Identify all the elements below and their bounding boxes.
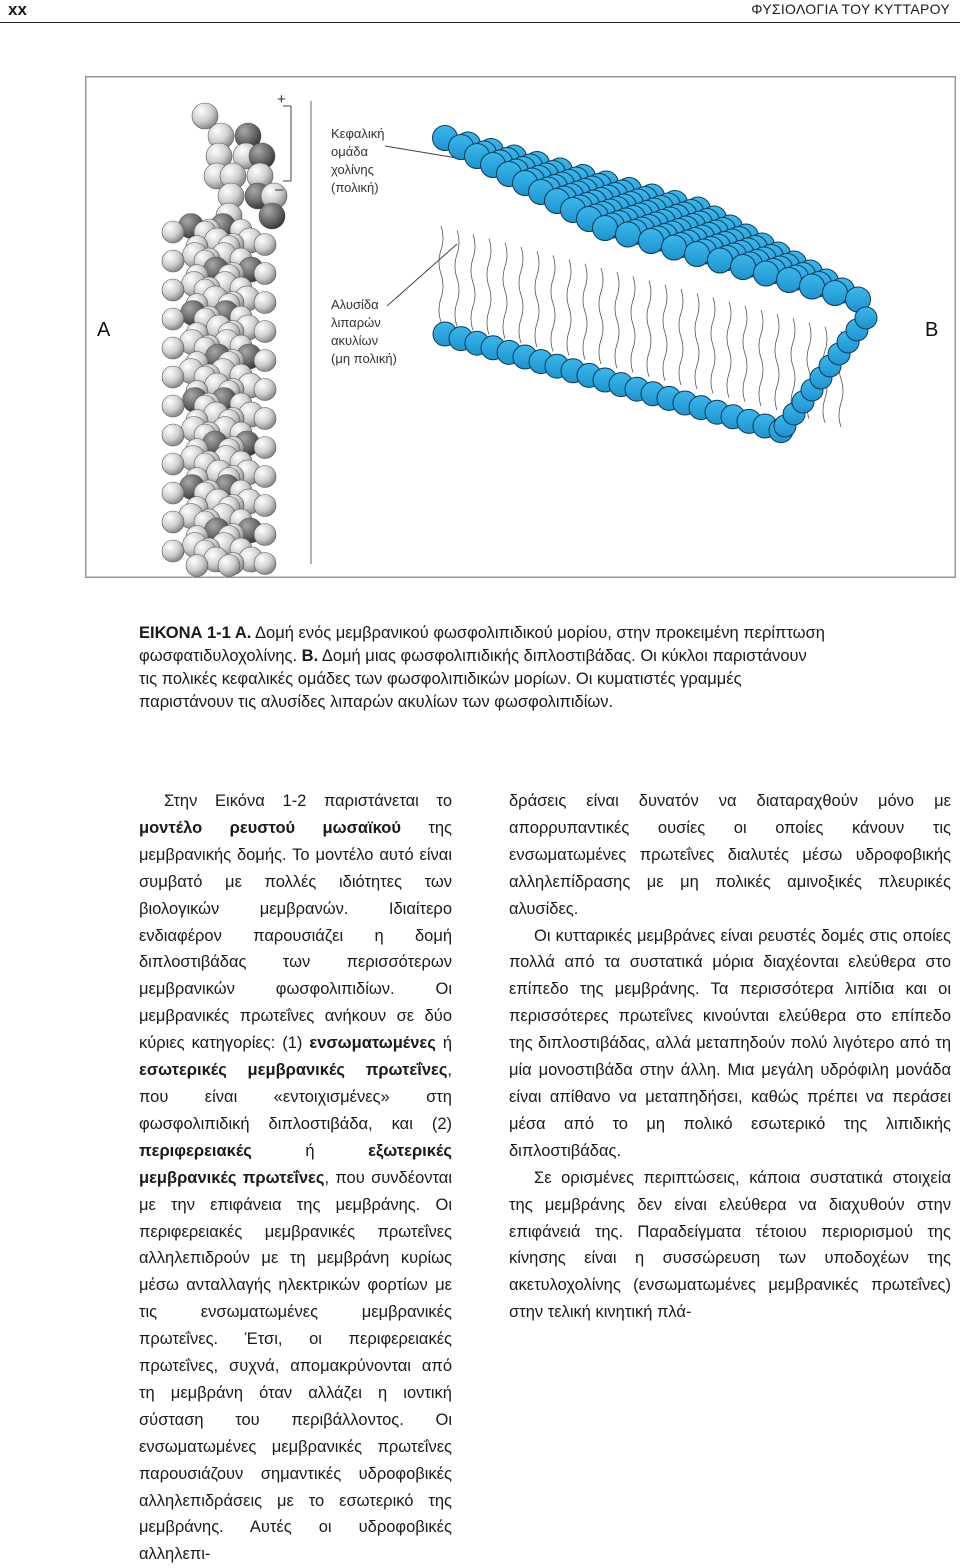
- atom-sphere: [162, 308, 184, 330]
- fatty-acid-tail: [519, 247, 523, 343]
- fatty-acid-tail: [471, 234, 475, 330]
- running-title: ΦΥΣΙΟΛΟΓΙΑ ΤΟΥ ΚΥΤΤΑΡΟΥ: [751, 1, 950, 17]
- plus-sign: +: [277, 91, 286, 108]
- head-group-circle: [800, 274, 825, 299]
- atom-sphere: [254, 263, 276, 285]
- head-group-circle: [708, 248, 733, 273]
- head-group-circle: [754, 261, 779, 286]
- head-group-circle: [685, 242, 710, 267]
- atom-sphere: [254, 495, 276, 517]
- atom-sphere: [162, 540, 184, 562]
- atom-sphere: [162, 250, 184, 272]
- term-peripheral: περιφερειακές: [139, 1141, 252, 1160]
- fatty-acid-tail: [759, 310, 763, 406]
- fatty-acid-tail: [583, 264, 587, 360]
- page-header: [0, 0, 960, 23]
- fatty-acid-tail: [695, 293, 699, 389]
- fatty-acid-tail: [679, 289, 683, 385]
- atom-sphere: [254, 437, 276, 459]
- fatty-acid-tail: [775, 314, 779, 410]
- caption-figure-id: ΕΙΚΟΝΑ 1-1 Α.: [139, 624, 252, 642]
- fatty-acid-tail: [567, 260, 571, 356]
- atom-sphere: [162, 511, 184, 533]
- fatty-acid-tail: [535, 251, 539, 347]
- head-group-circle: [593, 216, 618, 241]
- head-label-line: ομάδα: [331, 144, 368, 159]
- fatty-acid-tail: [615, 272, 619, 368]
- tail-chain-label: [331, 297, 397, 366]
- head-group-circle: [855, 307, 877, 329]
- atom-sphere: [254, 321, 276, 343]
- head-group-label: [331, 126, 385, 195]
- fatty-acid-tail: [439, 226, 443, 322]
- term-extrinsic: εξωτερικές μεμβρανικές πρωτεΐνες: [139, 1141, 452, 1187]
- head-group-circle: [777, 268, 802, 293]
- atom-sphere: [186, 555, 208, 577]
- head-label-line: (πολική): [331, 180, 379, 195]
- head-group-circle: [639, 229, 664, 254]
- paragraph: δράσεις είναι δυνατόν να διαταραχθούν μόνο με απορρυπαντικές ουσίες οι οποίες κάνουν τις ενσωματωμένες πρωτεΐνες διαλυτές μέσω υδροφοβικής αλληλεπίδρασης με μη πολικές αμινοξικές πλευρικές αλυσίδες.: [509, 792, 951, 918]
- term-fluid-mosaic: μοντέλο ρευστού μωσαϊκού: [139, 818, 401, 837]
- head-label-line: χολίνης: [331, 162, 374, 177]
- atom-sphere: [218, 555, 240, 577]
- head-group-circle: [731, 255, 756, 280]
- fatty-acid-tail: [711, 297, 715, 393]
- caption-text-a: Δομή ενός μεμβρανικού φωσφολιπιδικού μορίου, στην προκειμένη περίπτωση φωσφατιδυλοχολίνης.: [139, 624, 825, 665]
- term-intrinsic: εσωτερικές μεμβρανικές πρωτεΐνες: [139, 1061, 448, 1080]
- fatty-acid-tail: [599, 268, 603, 364]
- atom-sphere: [254, 350, 276, 372]
- term-integrated: ενσωματωμένες: [309, 1034, 436, 1053]
- head-group-circle: [616, 222, 641, 247]
- panel-b-label: B: [925, 319, 939, 341]
- atom-sphere: [162, 366, 184, 388]
- page-number: xx: [8, 0, 27, 19]
- atom-sphere: [254, 379, 276, 401]
- atom-sphere: [162, 395, 184, 417]
- atom-sphere: [162, 453, 184, 475]
- head-group-circle: [662, 235, 687, 260]
- atom-sphere: [254, 234, 276, 256]
- atom-sphere: [254, 466, 276, 488]
- atom-sphere: [162, 337, 184, 359]
- tail-label-line: λιπαρών: [331, 315, 381, 330]
- atom-sphere: [254, 524, 276, 546]
- caption-b-label: Β.: [301, 647, 319, 665]
- caption-text-b: Δομή μιας φωσφολιπιδικής διπλοστιβάδας. Οι κύκλοι παριστάνουν τις πολικές κεφαλικές ομάδες των φωσφολιπιδικών μορίων. Οι κυματιστές γραμμές παριστάνουν τις αλυσίδες λιπαρών ακυλίων των φωσφολιπιδίων.: [139, 647, 807, 711]
- paragraph: Οι κυτταρικές μεμβράνες είναι ρευστές δομές στις οποίες πολλά από τα συστατικά μόρια διαχέονται ελεύθερα στο επίπεδο της μεμβράνης. Τα περισσότερα λιπίδια και οι περισσότερες πρωτεΐνες κινούνται ελεύθερα στο επίπεδο της διπλοστιβάδας, αλλά μεταπηδούν πολύ λιγότερο από τη μία μονοστιβάδα στην άλλη. Μια μεγάλη υδρόφιλη μονάδα είναι απίθανο να μεταπηδήσει, καθώς πρέπει να περάσει μέσα από το μη πολικό εσωτερικό της λιπιδικής διπλοστιβάδας.: [509, 926, 951, 1160]
- paragraph: Σε ορισμένες περιπτώσεις, κάποια συστατικά στοιχεία της μεμβράνης δεν είναι ελεύθερα να διαχυθούν στην επιφάνειά της. Παραδείγματα τέτοιου περιορισμού της κίνησης είναι η συσσώρευση των υποδοχέων της ακετυλοχολίνης (ενσωματωμένες μεμβρανικές πρωτεΐνες) στην τελική κινητική πλά-: [509, 1168, 951, 1322]
- atom-sphere: [254, 553, 276, 575]
- head-group-circle: [823, 281, 848, 306]
- atom-sphere: [162, 221, 184, 243]
- figure-caption: [139, 622, 829, 714]
- fatty-acid-tail: [503, 243, 507, 339]
- tail-leader-line: [387, 244, 457, 306]
- fatty-acid-tail: [631, 276, 635, 372]
- phospholipid-bilayer: [433, 126, 878, 443]
- figure-1-1: [85, 76, 956, 578]
- minus-sign: –: [275, 181, 284, 198]
- phospholipid-molecule-model: [162, 103, 287, 577]
- fatty-acid-tail: [663, 285, 667, 381]
- atom-sphere: [162, 482, 184, 504]
- tail-label-line: Αλυσίδα: [331, 297, 379, 312]
- fatty-acid-tail: [487, 239, 491, 335]
- atom-sphere: [259, 203, 285, 229]
- paragraph: Στην Εικόνα 1-2 παριστάνεται το μοντέλο ρευστού μωσαϊκού της μεμβρανικής δομής. Το μοντέλο αυτό είναι συμβατό με πολλές ιδιότητες των βιολογικών μεμβρανών. Ιδιαίτερο ενδιαφέρον παρουσιάζει η δομή διπλοστιβάδας των περισσότερων μεμβρανικών φωσφολιπιδίων. Οι μεμβρανικές πρωτεΐνες ανήκουν σε δύο κύριες κατηγορίες: (1) ενσωματωμένες ή εσωτερικές μεμβρανικές πρωτεΐνες, που είναι «εντοιχισμένες» στη φωσφολιπιδική διπλοστιβάδα, και (2) περιφερειακές ή εξωτερικές μεμβρανικές πρωτεΐνες, που συνδέονται με την επιφάνεια της μεμβράνης. Οι περιφερειακές μεμβρανικές πρωτεΐνες αλληλεπιδρούν με τη μεμβράνη κυρίως μέσω ανταλλαγής ηλεκτρικών φορτίων με τις ενσωματωμένες μεμβρανικές πρωτεΐνες. Έτσι, οι περιφερειακές πρωτεΐνες, συχνά, απομακρύνονται από τη μεμβράνη όταν αλλάζει η ιοντική σύσταση του περιβάλλοντος. Οι ενσωματωμένες μεμβρανικές πρωτεΐνες παρουσιάζουν σημαντικές υδροφοβικές αλληλεπιδράσεις με το εσωτερικό της μεμβράνης. Αυτές οι υδροφοβικές αλληλεπι-: [139, 792, 452, 1564]
- panel-a-label: A: [97, 319, 111, 341]
- atom-sphere: [162, 424, 184, 446]
- head-label-line: Κεφαλική: [331, 126, 385, 141]
- right-text-column: [509, 788, 951, 1326]
- tail-label-line: (μη πολική): [331, 351, 397, 366]
- fatty-acid-tail: [743, 306, 747, 402]
- fatty-acid-tail: [647, 281, 651, 377]
- fatty-acid-tail: [727, 302, 731, 398]
- figure-illustration: [85, 76, 956, 578]
- left-text-column: [139, 788, 452, 1568]
- fatty-acid-tail: [551, 255, 555, 351]
- atom-sphere: [254, 408, 276, 430]
- atom-sphere: [162, 279, 184, 301]
- tail-label-line: ακυλίων: [331, 333, 379, 348]
- atom-sphere: [254, 292, 276, 314]
